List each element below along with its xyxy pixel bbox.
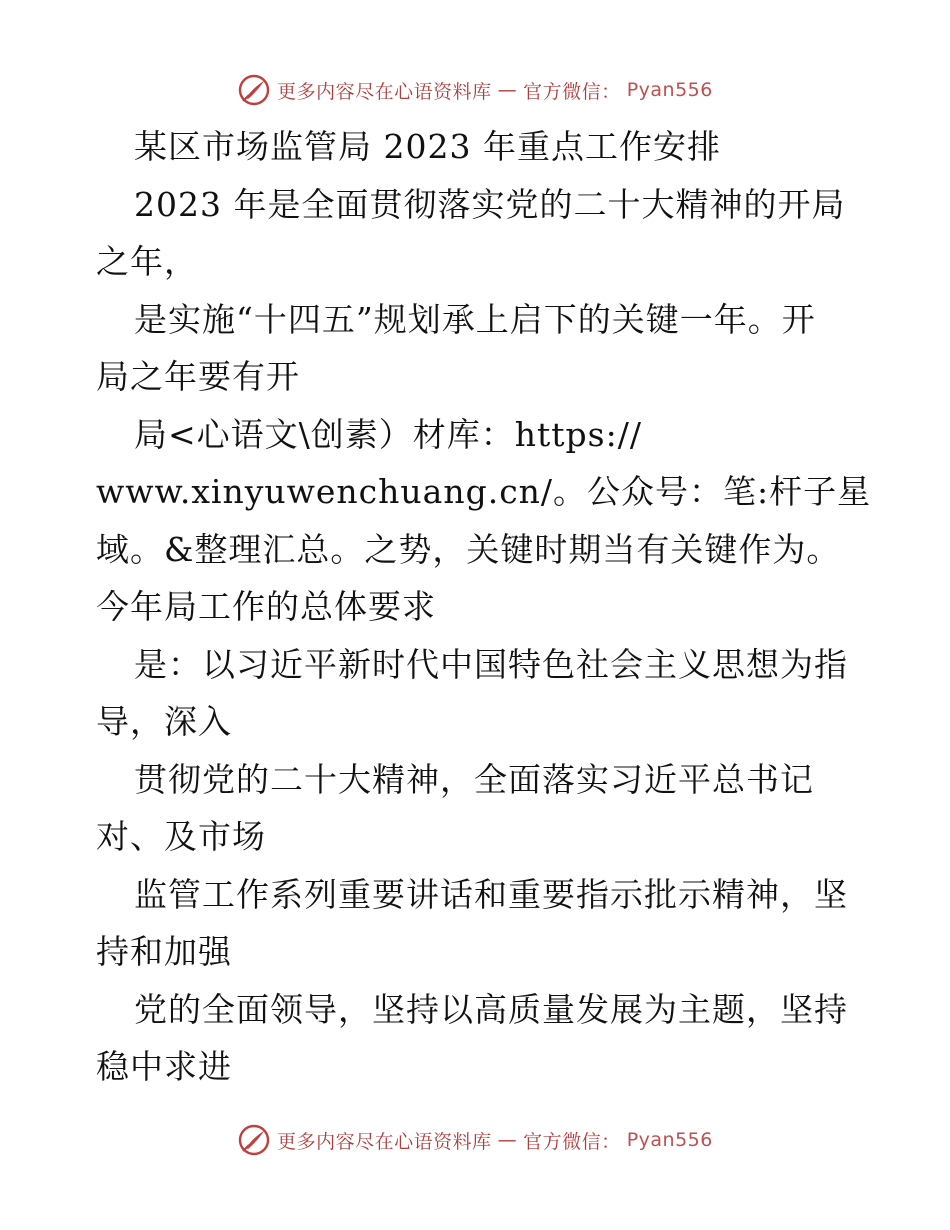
text-line: 是实施“十四五”规划承上启下的关键一年。开 — [134, 299, 816, 339]
text-line: 持和加强 — [96, 932, 232, 971]
text-line: 稳中求进 — [96, 1047, 232, 1086]
banner-wechat-id: Pyan556 — [626, 79, 713, 101]
footer-banner-content — [237, 1123, 713, 1157]
text-line: 局<心语文\创素）材库：https:// — [134, 414, 642, 454]
document-title: 某区市场监管局 2023 年重点工作安排 — [134, 127, 721, 166]
text-line: 是：以习近平新时代中国特色社会主义思想为指 — [134, 644, 848, 684]
text-line: 域。&整理汇总。之势，关键时期当有关键作为。 — [96, 529, 841, 569]
text-line: 对、及市场 — [96, 817, 266, 856]
header-banner-content — [237, 73, 713, 107]
text-line: 2023 年是全面贯彻落实党的二十大精神的开局 — [134, 184, 846, 224]
footer-banner — [0, 1120, 950, 1160]
text-line: 监管工作系列重要讲话和重要指示批示精神，坚 — [134, 874, 848, 914]
banner-wechat-id: Pyan556 — [626, 1129, 713, 1151]
banner-dash: — — [497, 79, 518, 101]
banner-wechat-label: 官方微信： — [523, 1130, 621, 1153]
text-line: 局之年要有开 — [96, 357, 300, 396]
header-banner — [0, 70, 950, 110]
text-line: 贯彻党的二十大精神，全面落实习近平总书记 — [134, 759, 814, 799]
text-line: 导，深入 — [96, 702, 232, 741]
feather-pen-logo-icon — [237, 73, 271, 107]
banner-wechat-label: 官方微信： — [523, 80, 621, 103]
text-line: www.xinyuwenchuang.cn/。公众号：笔:杆子星 — [96, 472, 872, 511]
banner-dash: — — [497, 1129, 518, 1151]
feather-pen-logo-icon — [237, 1123, 271, 1157]
text-line: 今年局工作的总体要求 — [96, 587, 436, 626]
banner-site-text: 更多内容尽在心语资料库 — [277, 80, 492, 103]
text-line: 党的全面领导，坚持以高质量发展为主题，坚持 — [134, 989, 848, 1029]
banner-site-text: 更多内容尽在心语资料库 — [277, 1130, 492, 1153]
text-line: 之年， — [96, 242, 198, 281]
document-body — [96, 118, 872, 1096]
